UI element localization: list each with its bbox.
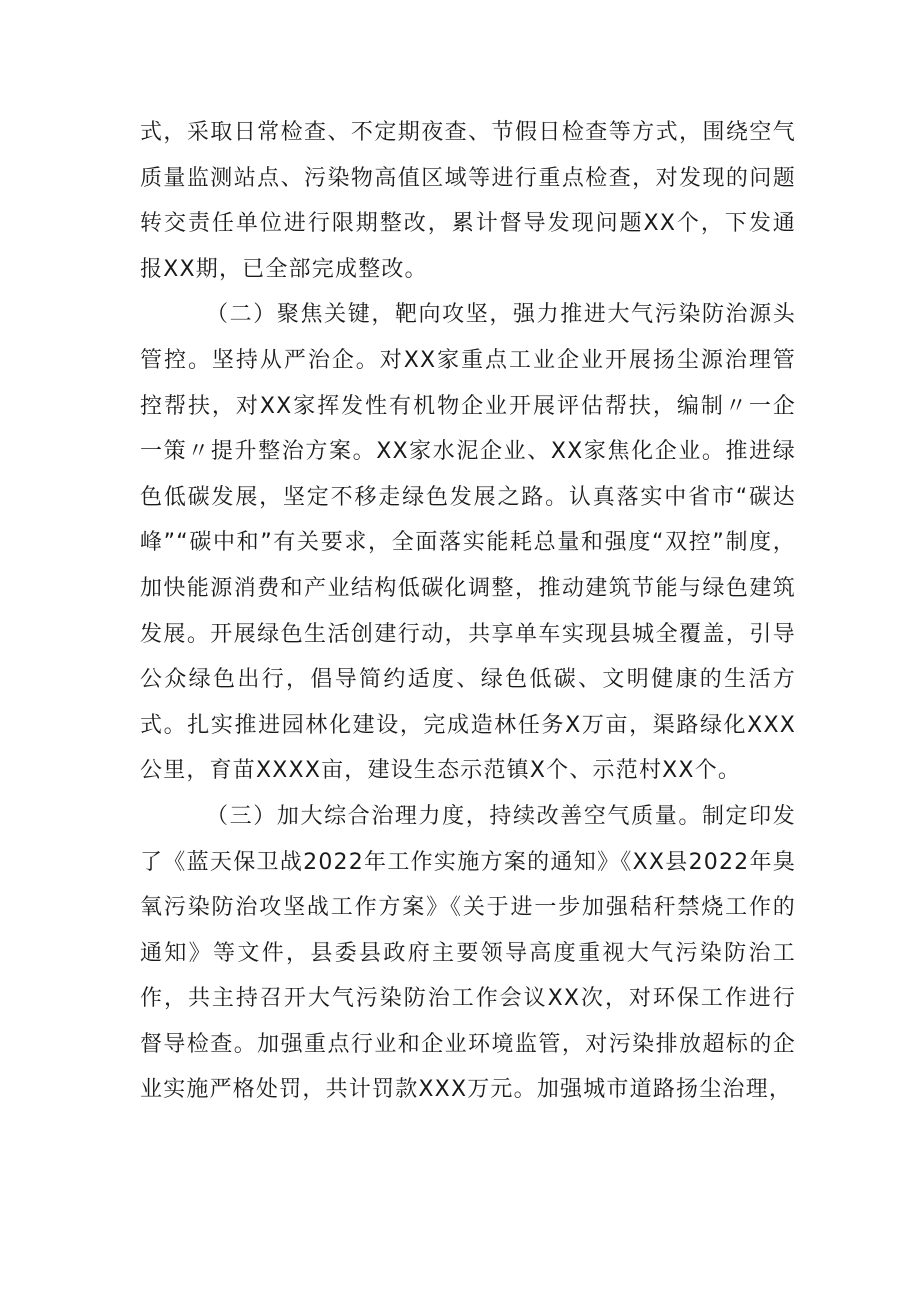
paragraph-section-two: （二）聚焦关键，靶向攻坚，强力推进大气污染防治源头管控。坚持从严治企。对XX家重点工业企业开展扬尘源治理管控帮扶，对XX家挥发性有机物企业开展评估帮扶，编制〃一企一策〃提升整治方案。XX家水泥企业、XX家焦化企业。推进绿色低碳发展，坚定不移走绿色发展之路。认真落实中省市“碳达峰”“碳中和”有关要求，全面落实能耗总量和强度“双控”制度，加快能源消费和产业结构低碳化调整，推动建筑节能与绿色建筑发展。开展绿色生活创建行动，共享单车实现县城全覆盖，引导公众绿色出行，倡导简约适度、绿色低碳、文明健康的生活方式。扎实推进园林化建设，完成造林任务X万亩，渠路绿化XXX公里，育苗XXXX亩，建设生态示范镇X个、示范村XX个。 bbox=[140, 302, 796, 784]
paragraph-continuation: 式，采取日常检查、不定期夜查、节假日检查等方式，围绕空气质量监测站点、污染物高值区域等进行重点检查，对发现的问题转交责任单位进行限期整改，累计督导发现问题XX个，下发通报XX期，已全部完成整改。 bbox=[140, 120, 796, 282]
paragraph-section-three: （三）加大综合治理力度，持续改善空气质量。制定印发了《蓝天保卫战2022年工作实施方案的通知》《XX县2022年臭氧污染防治攻坚战工作方案》《关于进一步加强秸秆禁烧工作的通知》等文件，县委县政府主要领导高度重视大气污染防治工作，共主持召开大气污染防治工作会议XX次，对环保工作进行督导检查。加强重点行业和企业环境监管，对污染排放超标的企业实施严格处罚，共计罚款XXX万元。加强城市道路扬尘治理， bbox=[140, 803, 796, 1103]
document-body bbox=[140, 110, 796, 1113]
